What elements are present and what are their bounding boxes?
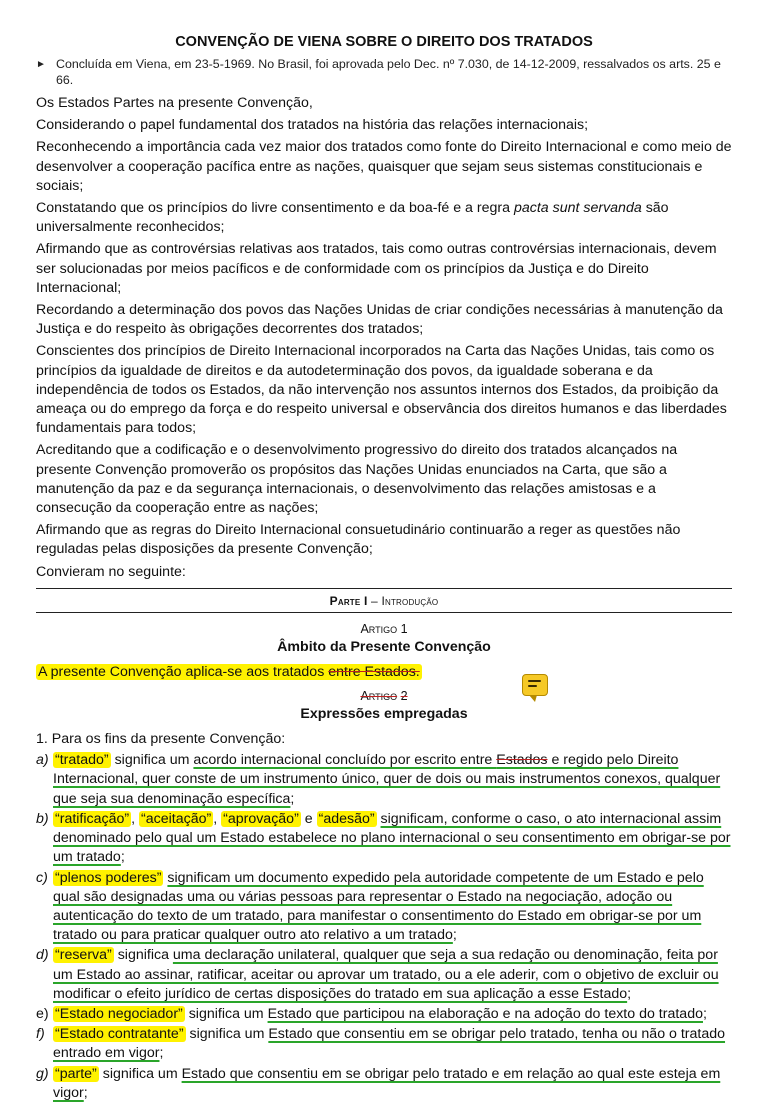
preamble-paragraph: Recordando a determinação dos povos das Nações Unidas de criar condições necessárias à manutenção da Justiça e do respeito às obrigações decorrentes dos tratados; bbox=[36, 302, 723, 338]
preamble-paragraph: Os Estados Partes na presente Convenção, bbox=[36, 95, 313, 111]
item-end: ; bbox=[702, 1005, 707, 1022]
definition-item-b bbox=[36, 810, 732, 868]
term-highlight[interactable]: “plenos poderes” bbox=[55, 869, 162, 886]
underlined-text[interactable]: Estado que participou na elaboração e na adoção do texto do tratado bbox=[267, 1005, 703, 1022]
underlined-text[interactable]: Estado que consentiu em se obrigar pelo tratado e em relação ao qual este esteja em vigor bbox=[53, 1065, 721, 1101]
term-highlight[interactable]: “aceitação” bbox=[141, 810, 212, 827]
definition-item-c bbox=[36, 869, 732, 946]
part-dash: – bbox=[367, 593, 382, 608]
item-verb: significa um bbox=[185, 1026, 269, 1043]
definition-item-g bbox=[36, 1065, 732, 1103]
item-end: ; bbox=[159, 1045, 164, 1062]
term-separator: , bbox=[213, 810, 222, 827]
term-highlight[interactable]: “Estado negociador” bbox=[55, 1005, 183, 1022]
item-text: e regido pelo Direito Internacional, quer conste de um instrumento único, quer de dois ou mais instrumentos conexos, qualquer que seja sua denominação específica bbox=[53, 752, 721, 807]
source-note bbox=[36, 56, 732, 88]
preamble-paragraph: Acreditando que a codificação e o desenvolvimento progressivo do direito dos tratados alcançados na presente Convenção promoverão os propósitos das Nações Unidas enunciados na Carta, que são a manutenção da paz e da segurança internacionais, o desenvolvimento das relações amistosas e a consecução da cooperação entre as nações; bbox=[36, 442, 678, 517]
item-body bbox=[53, 1005, 732, 1024]
article-2-word: Artigo bbox=[360, 689, 398, 704]
part-label: Parte I bbox=[329, 593, 368, 608]
item-body bbox=[53, 1065, 732, 1103]
item-label: c) bbox=[36, 869, 48, 886]
item-body bbox=[53, 1025, 732, 1063]
preamble-paragraph: Conscientes dos princípios de Direito Internacional incorporados na Carta das Nações Unidas, tais como os princípios da igualdade de direitos e da autodeterminação dos povos, da igualdade soberana e da independência de todos os Estados, da não intervenção nos assuntos internos dos Estados, da proibição da ameaça ou do emprego da força e do respeito universal e observância dos direitos humanos e das liberdades fundamentais para todos; bbox=[36, 343, 727, 437]
item-end: ; bbox=[627, 985, 632, 1002]
term-separator: e bbox=[300, 810, 317, 827]
article-2-intro: 1. Para os fins da presente Convenção: bbox=[36, 731, 286, 748]
item-label: e) bbox=[36, 1005, 49, 1022]
underlined-text[interactable]: uma declaração unilateral, qualquer que seja a sua redação ou denominação, feita por um Estado ao assinar, ratificar, aceitar ou aprovar um tratado, ou a ele aderir, com o objetivo de excluir ou modificar o efeito jurídico de certas disposições do tratado em sua aplicação a esse Estado bbox=[53, 947, 719, 1002]
highlighted-text: A presente Convenção aplica-se aos tratados bbox=[38, 663, 325, 680]
article-1-text bbox=[36, 663, 732, 682]
preamble-text: Constatando que os princípios do livre consentimento e da boa-fé e a regra bbox=[36, 200, 510, 217]
article-2-number: 2 bbox=[400, 689, 408, 704]
item-end: ; bbox=[290, 790, 295, 807]
term-highlight[interactable]: “aprovação” bbox=[223, 810, 299, 827]
preamble-text: são universalmente reconhecidos; bbox=[36, 200, 669, 236]
underlined-text[interactable]: significam, conforme o caso, o ato internacional assim denominado pelo qual um Estado estabelece no plano internacional o seu consentimento em obrigar-se por um tratado bbox=[53, 810, 731, 866]
item-verb: significa um bbox=[98, 1065, 182, 1082]
item-body bbox=[53, 751, 732, 809]
item-end: ; bbox=[83, 1084, 88, 1101]
note-bullet-icon: ► bbox=[36, 59, 46, 70]
preamble-paragraph bbox=[36, 199, 732, 237]
term-highlight[interactable]: “parte” bbox=[55, 1065, 97, 1082]
term-highlight[interactable]: “ratificação” bbox=[55, 810, 130, 827]
item-body bbox=[53, 810, 732, 868]
preamble-paragraph: Convieram no seguinte: bbox=[36, 563, 186, 580]
item-body bbox=[53, 946, 732, 1004]
definition-item-a bbox=[36, 751, 732, 809]
definition-item-d bbox=[36, 946, 732, 1004]
document-title: CONVENÇÃO DE VIENA SOBRE O DIREITO DOS TRATADOS bbox=[175, 34, 593, 50]
item-label: b) bbox=[36, 810, 49, 827]
item-end: ; bbox=[452, 927, 457, 944]
source-note-text: Concluída em Viena, em 23-5-1969. No Brasil, foi aprovada pelo Dec. nº 7.030, de 14-12-2009, ressalvados os arts. 25 e 66. bbox=[56, 57, 721, 87]
comment-line bbox=[528, 685, 537, 687]
term-separator: , bbox=[131, 810, 140, 827]
comment-icon[interactable] bbox=[522, 674, 548, 696]
definition-item-f bbox=[36, 1025, 732, 1063]
term-highlight[interactable]: “reserva” bbox=[55, 947, 112, 964]
latin-term: pacta sunt servanda bbox=[513, 200, 642, 217]
item-label: g) bbox=[36, 1065, 49, 1082]
struck-text: Estados bbox=[496, 752, 548, 769]
term-highlight[interactable]: “adesão” bbox=[318, 810, 375, 827]
comment-line bbox=[528, 680, 541, 682]
divider-top bbox=[36, 588, 732, 589]
article-1-heading: Artigo 1 bbox=[360, 621, 408, 636]
article-1-title: Âmbito da Presente Convenção bbox=[277, 638, 491, 655]
item-end: ; bbox=[120, 849, 125, 866]
struck-text: entre Estados. bbox=[328, 663, 420, 680]
highlight-mark[interactable] bbox=[36, 664, 422, 680]
item-label: d) bbox=[36, 947, 49, 964]
preamble-paragraph: Reconhecendo a importância cada vez maior dos tratados como fonte do Direito Internacional e como meio de desenvolver a cooperação pacífica entre as nações, quaisquer que sejam seus sistemas constitucionais e sociais; bbox=[36, 139, 732, 194]
item-label: f) bbox=[36, 1026, 45, 1043]
underlined-text[interactable]: Estado que consentiu em se obrigar pelo tratado, tenha ou não o tratado entrado em vigor bbox=[53, 1026, 726, 1062]
article-2-heading bbox=[36, 688, 732, 704]
divider-bottom bbox=[36, 612, 732, 613]
preamble-paragraph: Afirmando que as controvérsias relativas aos tratados, tais como outras controvérsias internacionais, devem ser solucionadas por meios pacíficos e de conformidade com os princípios da Justiça e do Direito Internacional; bbox=[36, 241, 717, 296]
part-name: Introdução bbox=[381, 593, 439, 608]
article-2-title: Expressões empregadas bbox=[300, 706, 468, 723]
term-highlight[interactable]: “Estado contratante” bbox=[55, 1026, 184, 1043]
underlined-text[interactable]: significam um documento expedido pela autoridade competente de um Estado e pelo qual são designadas uma ou várias pessoas para representar o Estado na negociação, adoção ou autenticação do texto de um tratado, para manifestar o consentimento do Estado em obrigar-se por um tratado ou para praticar qualquer outro ato relativo a um tratado bbox=[53, 869, 704, 944]
item-verb: significa bbox=[113, 947, 173, 964]
item-body bbox=[53, 869, 732, 946]
term-highlight[interactable]: “tratado” bbox=[55, 752, 109, 769]
item-verb: significa um bbox=[184, 1005, 268, 1022]
item-text: acordo internacional concluído por escrito entre bbox=[193, 752, 497, 769]
document-content bbox=[36, 32, 732, 1104]
definition-item-e bbox=[36, 1005, 732, 1024]
part-heading bbox=[36, 592, 732, 610]
item-label: a) bbox=[36, 752, 49, 769]
preamble-paragraph: Considerando o papel fundamental dos tratados na história das relações internacionais; bbox=[36, 117, 589, 134]
item-verb: significa um bbox=[110, 752, 194, 769]
preamble-paragraph: Afirmando que as regras do Direito Internacional consuetudinário continuarão a reger as questões não reguladas pelas disposições da presente Convenção; bbox=[36, 522, 681, 558]
